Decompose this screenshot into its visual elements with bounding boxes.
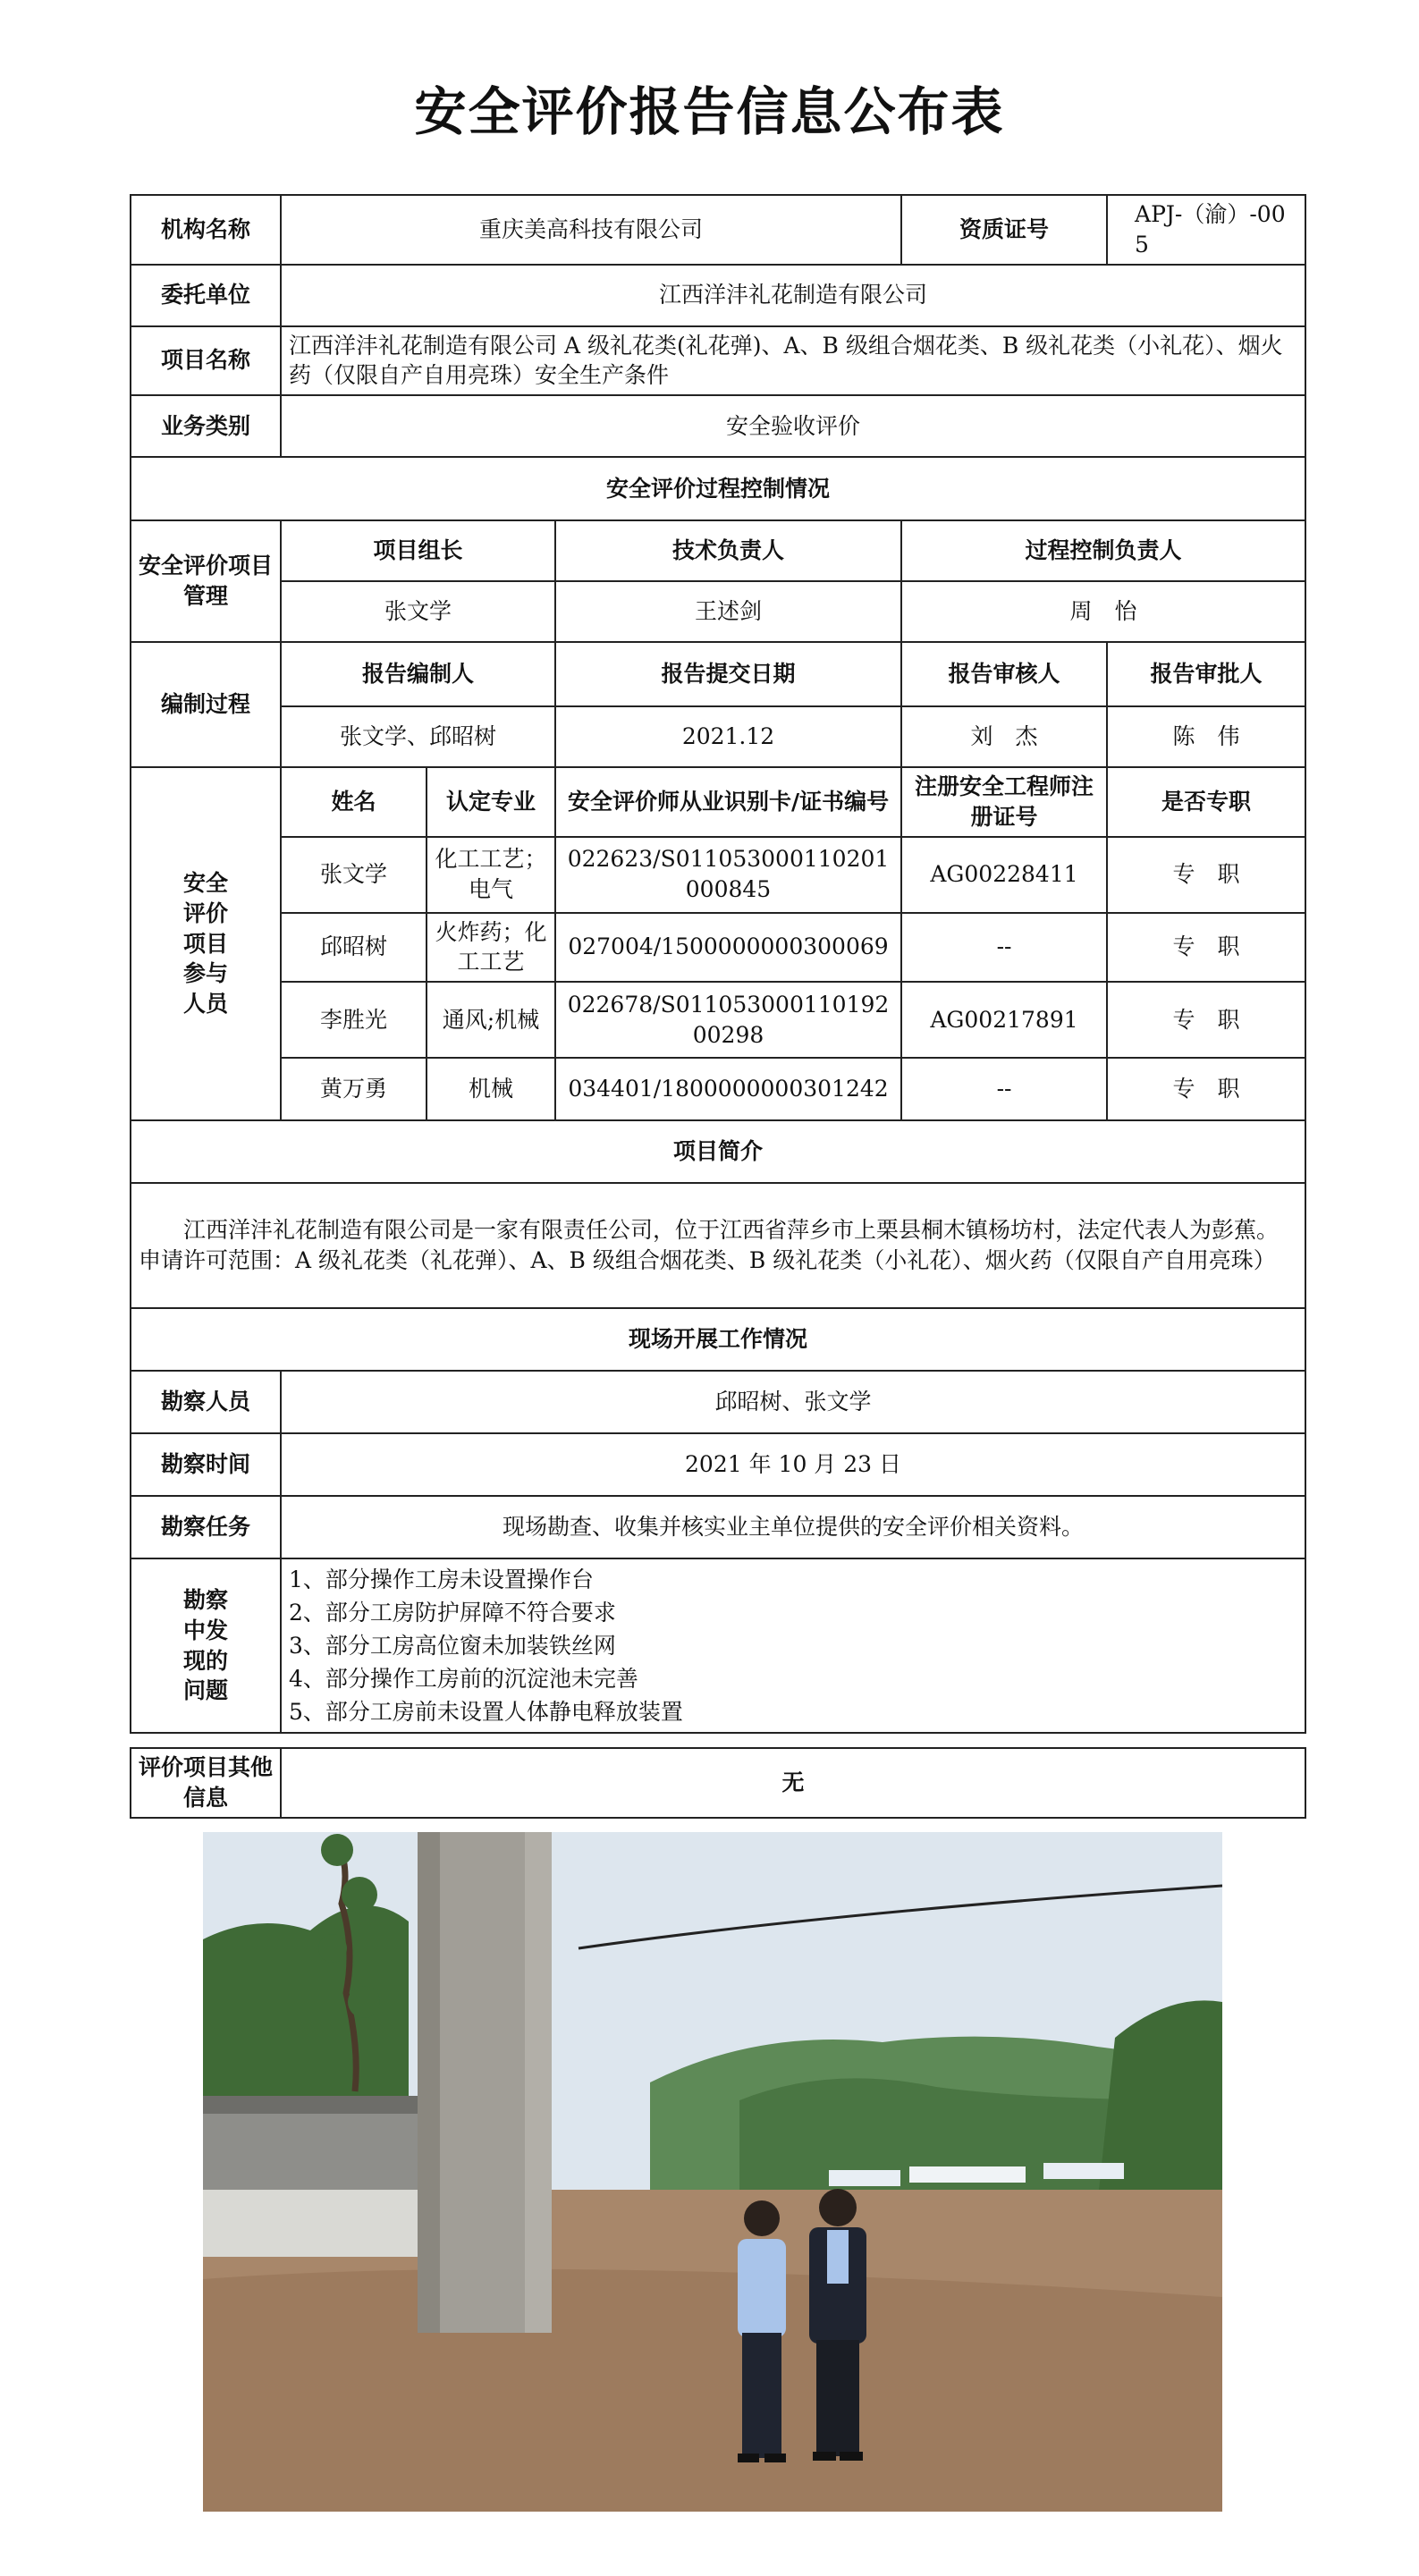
project-leader-label: 项目组长 <box>281 520 555 581</box>
participant-fulltime: 专 职 <box>1107 982 1305 1058</box>
col-reg-header: 注册安全工程师注册证号 <box>901 767 1107 837</box>
col-name-header: 姓名 <box>281 767 427 837</box>
list-item: 2、部分工房防护屏障不符合要求 <box>289 1600 616 1626</box>
participant-reg: AG00228411 <box>901 837 1107 913</box>
client-value: 江西洋沣礼花制造有限公司 <box>281 265 1305 326</box>
participant-major: 机械 <box>427 1058 555 1120</box>
business-type-label: 业务类别 <box>131 395 281 457</box>
qualification-label: 资质证号 <box>901 195 1107 265</box>
process-control-heading: 安全评价过程控制情况 <box>131 457 1305 520</box>
participant-major: 通风;机械 <box>427 982 555 1058</box>
participant-major: 火炸药；化工工艺 <box>427 913 555 983</box>
table-row <box>131 982 1305 1058</box>
participant-name: 黄万勇 <box>281 1058 427 1120</box>
process-lead-label: 过程控制负责人 <box>901 520 1305 581</box>
site-photo <box>203 1832 1222 2512</box>
participant-fulltime: 专 职 <box>1107 1058 1305 1120</box>
survey-time-label: 勘察时间 <box>131 1433 281 1496</box>
table-row <box>131 1058 1305 1120</box>
issues-label: 勘察中发现的问题 <box>131 1558 281 1733</box>
surveyors-label: 勘察人员 <box>131 1371 281 1433</box>
surveyors-value: 邱昭树、张文学 <box>281 1371 1305 1433</box>
other-info-table <box>130 1747 1306 1819</box>
issues-list <box>281 1558 1305 1733</box>
process-lead-value: 周 怡 <box>901 581 1305 642</box>
participant-name: 邱昭树 <box>281 913 427 983</box>
survey-task-label: 勘察任务 <box>131 1496 281 1558</box>
compilation-label: 编制过程 <box>131 642 281 767</box>
participant-cert: 027004/1500000000300069 <box>555 913 901 983</box>
other-info-value: 无 <box>281 1748 1305 1818</box>
report-author-value: 张文学、邱昭树 <box>281 706 555 767</box>
participant-name: 张文学 <box>281 837 427 913</box>
survey-time-value: 2021 年 10 月 23 日 <box>281 1433 1305 1496</box>
participants-label: 安全评价项目参与人员 <box>131 767 281 1120</box>
col-fulltime-header: 是否专职 <box>1107 767 1305 837</box>
page-title: 安全评价报告信息公布表 <box>414 81 1005 142</box>
tech-lead-value: 王述剑 <box>555 581 901 642</box>
participant-fulltime: 专 职 <box>1107 837 1305 913</box>
org-name-label: 机构名称 <box>131 195 281 265</box>
list-item: 1、部分操作工房未设置操作台 <box>289 1567 594 1592</box>
project-leader-value: 张文学 <box>281 581 555 642</box>
participant-major: 化工工艺；电气 <box>427 837 555 913</box>
participant-reg: -- <box>901 913 1107 983</box>
field-heading: 现场开展工作情况 <box>131 1308 1305 1371</box>
project-name-value: 江西洋沣礼花制造有限公司 A 级礼花类(礼花弹)、A、B 级组合烟花类、B 级礼花类（小礼花）、烟火药（仅限自产自用亮珠）安全生产条件 <box>281 326 1305 396</box>
org-name-value: 重庆美高科技有限公司 <box>281 195 901 265</box>
list-item: 3、部分工房高位窗未加装铁丝网 <box>289 1633 616 1659</box>
approver-value: 陈 伟 <box>1107 706 1305 767</box>
intro-heading: 项目简介 <box>131 1120 1305 1183</box>
participant-cert: 022678/S0110530001101920029​8 <box>555 982 901 1058</box>
participant-name: 李胜光 <box>281 982 427 1058</box>
participant-cert: 034401/1800000000301242 <box>555 1058 901 1120</box>
reviewer-label: 报告审核人 <box>901 642 1107 706</box>
col-major-header: 认定专业 <box>427 767 555 837</box>
tech-lead-label: 技术负责人 <box>555 520 901 581</box>
info-table <box>130 194 1306 1734</box>
project-management-label: 安全评价项目管理 <box>131 520 281 642</box>
participant-reg: AG00217891 <box>901 982 1107 1058</box>
col-cert-header: 安全评价师从业识别卡/证书编号 <box>555 767 901 837</box>
project-name-label: 项目名称 <box>131 326 281 396</box>
list-item: 5、部分工房前未设置人体静电释放装置 <box>289 1699 683 1725</box>
client-label: 委托单位 <box>131 265 281 326</box>
other-info-label: 评价项目其他信息 <box>131 1748 281 1818</box>
submit-date-label: 报告提交日期 <box>555 642 901 706</box>
survey-task-value: 现场勘查、收集并核实业主单位提供的安全评价相关资料。 <box>281 1496 1305 1558</box>
report-author-label: 报告编制人 <box>281 642 555 706</box>
list-item: 4、部分操作工房前的沉淀池未完善 <box>289 1666 638 1692</box>
qualification-value: APJ-（渝）-005 <box>1107 195 1305 265</box>
business-type-value: 安全验收评价 <box>281 395 1305 457</box>
participant-reg: -- <box>901 1058 1107 1120</box>
intro-text: 江西洋沣礼花制造有限公司是一家有限责任公司，位于江西省萍乡市上栗县桐木镇杨坊村，法定代表人为彭蕉。申请许可范围：A 级礼花类（礼花弹）、A、B 级组合烟花类、B 级礼花类（小礼花）、烟火药（仅限自产自用亮珠） <box>131 1183 1305 1308</box>
submit-date-value: 2021.12 <box>555 706 901 767</box>
reviewer-value: 刘 杰 <box>901 706 1107 767</box>
table-row <box>131 913 1305 983</box>
approver-label: 报告审批人 <box>1107 642 1305 706</box>
participant-cert: 022623/S011053000110201000845 <box>555 837 901 913</box>
table-row <box>131 837 1305 913</box>
participant-fulltime: 专 职 <box>1107 913 1305 983</box>
